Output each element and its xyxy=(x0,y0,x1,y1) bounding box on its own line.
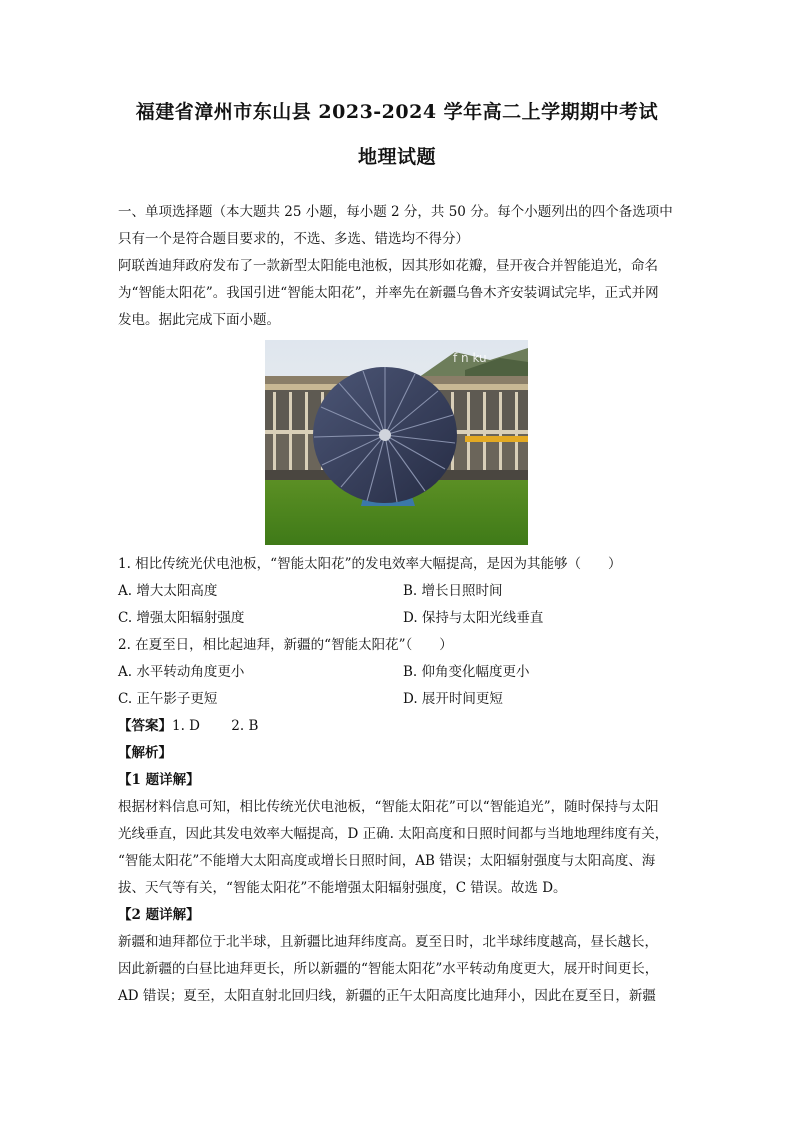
title-line-1: 福建省漳州市东山县 2023-2024 学年高二上学期期中考试 xyxy=(135,101,659,123)
intro-line: 发电。据此完成下面小题。 xyxy=(118,312,280,328)
option-d: D. 展开时间更短 xyxy=(403,691,503,707)
option-d: D. 保持与太阳光线垂直 xyxy=(403,610,544,626)
option-b: B. 仰角变化幅度更小 xyxy=(403,664,530,680)
intro-line: 阿联酋迪拜政府发布了一款新型太阳能电池板，因其形如花瓣，昼开夜合并智能追光，命名 xyxy=(118,258,658,274)
detail-1-line: 根据材料信息可知，相比传统光伏电池板，“智能太阳花”可以“智能追光”，随时保持与太阳 xyxy=(118,799,659,815)
option-a: A. 增大太阳高度 xyxy=(118,583,218,599)
option-row xyxy=(118,578,678,605)
detail-2-line: 新疆和迪拜都位于北半球，且新疆比迪拜纬度高。夏至日时，北半球纬度越高，昼长越长， xyxy=(118,934,658,950)
option-c: C. 增强太阳辐射强度 xyxy=(118,610,245,626)
detail-2-label: 【2 题详解】 xyxy=(118,907,200,923)
detail-1-line: 拔、天气等有关，“智能太阳花”不能增强太阳辐射强度，C 错误。故选 D。 xyxy=(118,880,567,896)
option-a: A. 水平转动角度更小 xyxy=(118,664,245,680)
image-watermark: f n ku xyxy=(453,351,487,365)
option-row xyxy=(118,605,678,632)
question-stem: 2. 在夏至日，相比起迪拜，新疆的“智能太阳花”（ ） xyxy=(118,637,453,653)
option-c: C. 正午影子更短 xyxy=(118,691,218,707)
detail-2-line: 因此新疆的白昼比迪拜更长，所以新疆的“智能太阳花”水平转动角度更大，展开时间更长， xyxy=(118,961,659,977)
question-stem: 1. 相比传统光伏电池板，“智能太阳花”的发电效率大幅提高，是因为其能够（ ） xyxy=(118,556,622,572)
question-1 xyxy=(118,551,678,713)
answer-label: 【答案】 xyxy=(118,718,172,734)
detail-1-label: 【1 题详解】 xyxy=(118,772,200,788)
answer-line xyxy=(118,713,678,740)
title-line-2: 地理试题 xyxy=(357,146,436,168)
option-b: B. 增长日照时间 xyxy=(403,583,503,599)
detail-2-line: AD 错误；夏至，太阳直射北回归线，新疆的正午太阳高度比迪拜小，因此在夏至日，新疆 xyxy=(118,988,656,1004)
analysis-label: 【解析】 xyxy=(118,745,172,761)
option-row xyxy=(118,686,678,713)
detail-1-line: 光线垂直，因此其发电效率大幅提高，D 正确. 太阳高度和日照时间都与当地地理纬度有关， xyxy=(118,826,669,842)
intro-line: 为“智能太阳花”。我国引进“智能太阳花”，并率先在新疆乌鲁木齐安装调试完毕，正式并网 xyxy=(118,285,659,301)
option-row xyxy=(118,659,678,686)
detail-1-line: “智能太阳花”不能增大太阳高度或增长日照时间，AB 错误；太阳辐射强度与太阳高度、海 xyxy=(118,853,656,869)
intro-block xyxy=(118,199,678,334)
answer-text: 1. D 2. B xyxy=(172,718,259,734)
smart-sunflower-photo xyxy=(265,340,528,545)
intro-line: 只有一个是符合题目要求的，不选、多选、错选均不得分） xyxy=(118,231,469,247)
answer-block xyxy=(118,713,678,1010)
intro-line: 一、单项选择题（本大题共 25 小题，每小题 2 分，共 50 分。每个小题列出的四个备选项中 xyxy=(118,204,673,220)
